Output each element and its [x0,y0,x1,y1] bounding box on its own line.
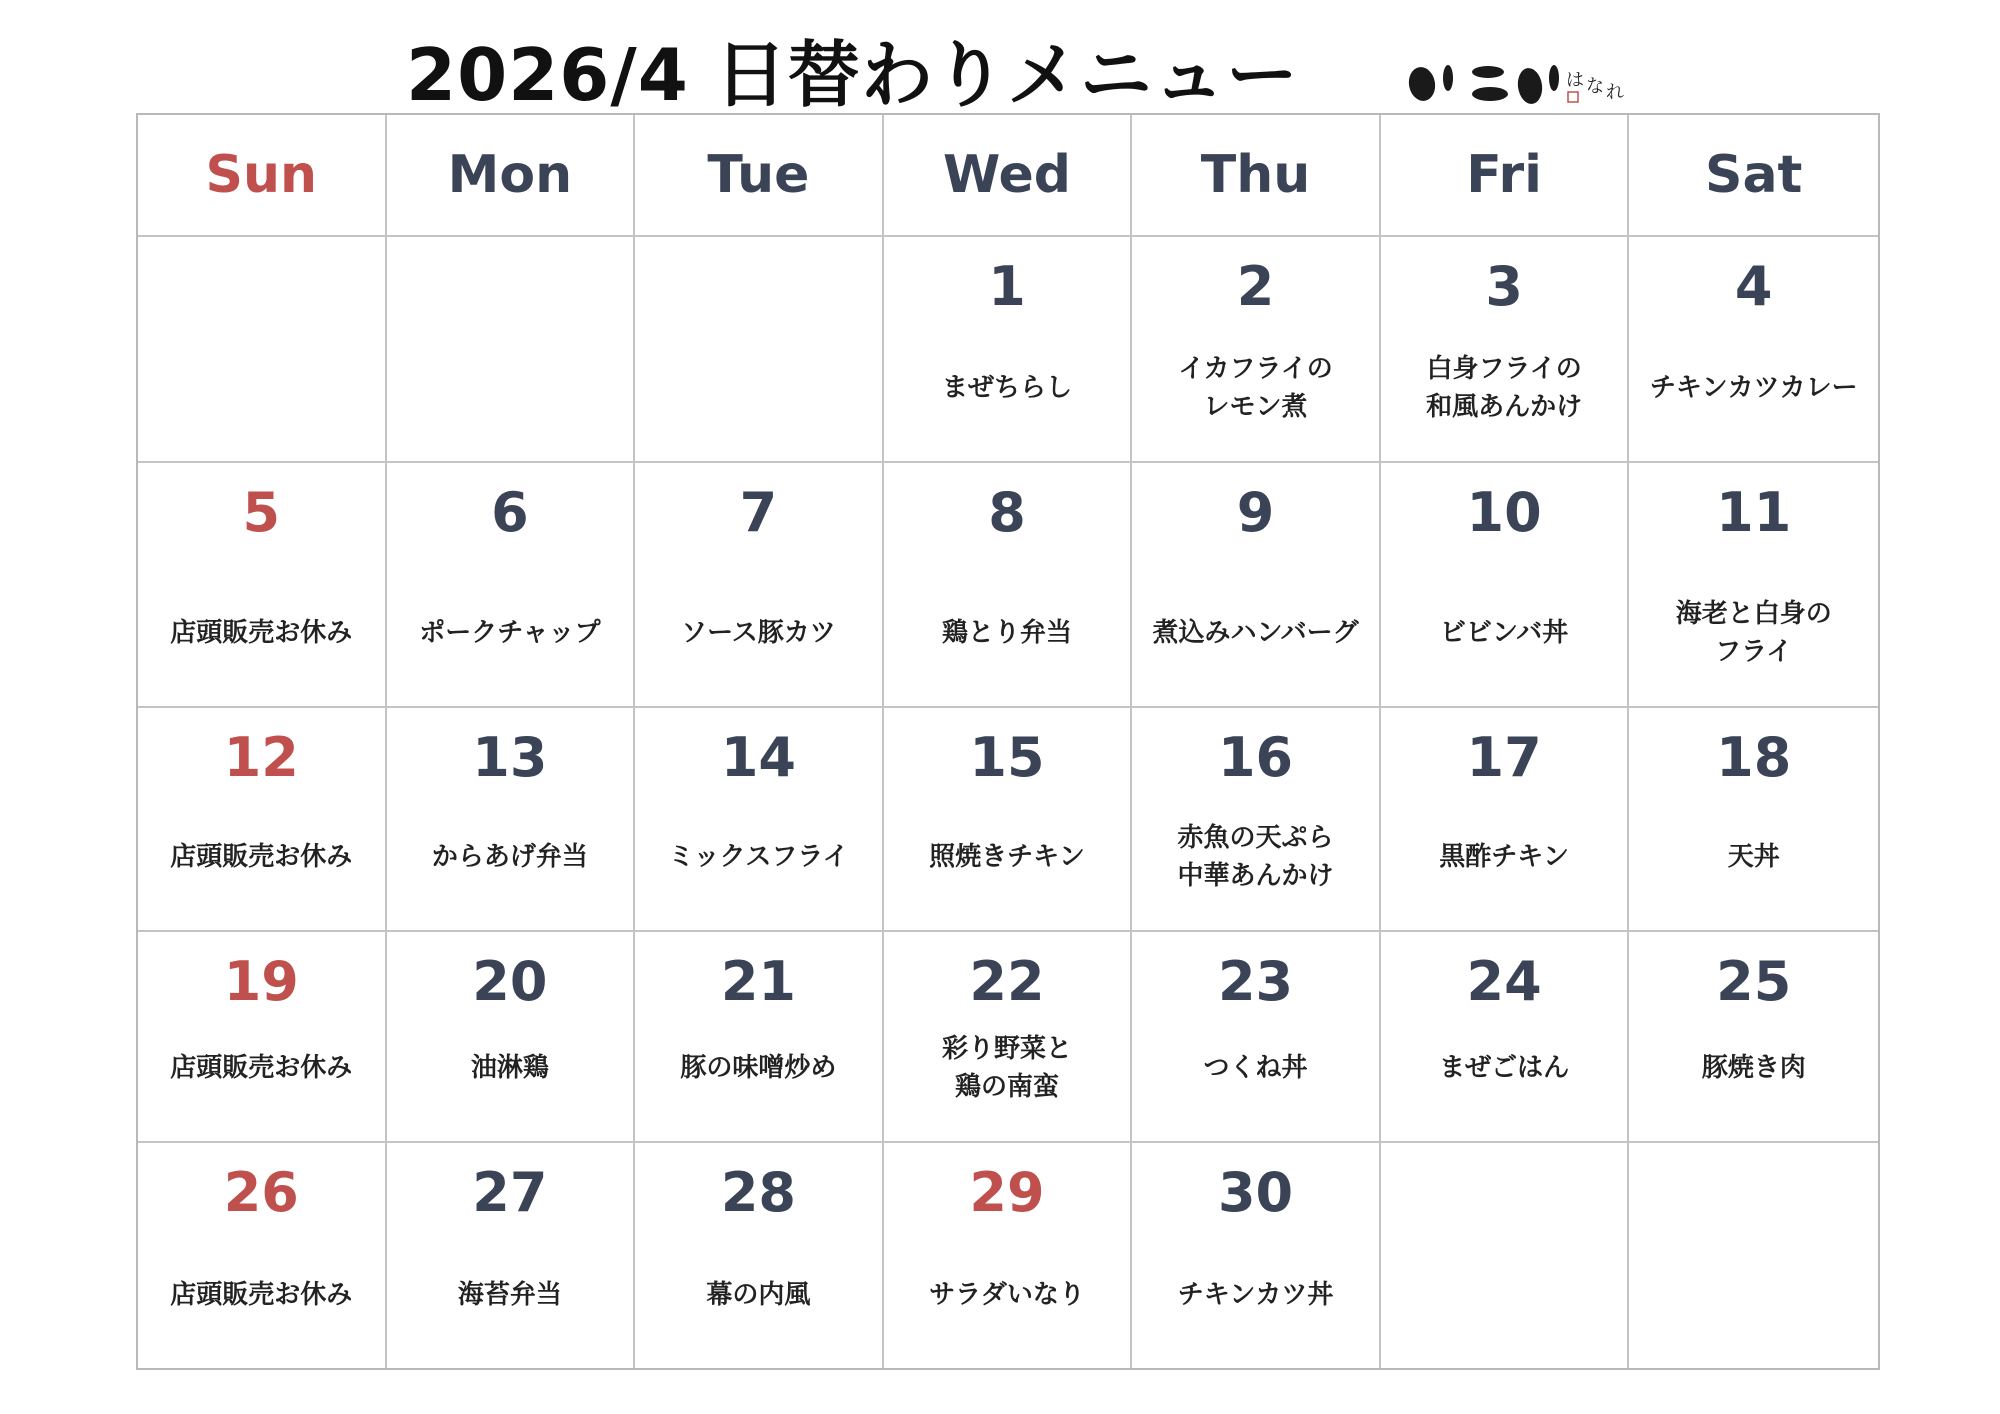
day-number: 30 [1217,1161,1294,1224]
menu-item: 黒酢チキン [1439,842,1569,872]
day-cell-18 [1629,708,1878,932]
menu-item: 海苔弁当 [457,1280,562,1310]
day-number: 2 [1236,255,1275,318]
day-cell-12 [138,708,387,932]
day-number: 24 [1466,950,1542,1013]
day-cell-24 [1381,932,1630,1143]
calendar-grid [136,113,1880,1370]
menu-item: 店頭販売お休み [170,1053,353,1083]
day-cell-23 [1132,932,1381,1143]
day-cell-20 [387,932,636,1143]
menu-item: 海老と白身の フライ [1675,599,1832,667]
empty-day-cell [635,237,884,463]
day-number: 28 [720,1161,796,1224]
empty-day-cell [387,237,636,463]
menu-item: 彩り野菜と 鶏の南蛮 [941,1034,1072,1102]
day-number: 10 [1466,481,1542,544]
weekday-header-tue: Tue [635,115,884,237]
day-number: 25 [1716,950,1792,1013]
day-cell-1 [884,237,1133,463]
menu-item: 赤魚の天ぷら 中華あんかけ [1177,823,1334,891]
day-cell-30 [1132,1143,1381,1368]
menu-item: 鶏とり弁当 [941,618,1072,648]
weekday-header-sun: Sun [138,115,387,237]
day-number: 21 [720,950,796,1013]
weekday-header-mon: Mon [387,115,636,237]
menu-item: チキンカツカレー [1649,373,1858,403]
empty-day-cell [138,237,387,463]
day-cell-13 [387,708,636,932]
day-cell-14 [635,708,884,932]
day-cell-9 [1132,463,1381,708]
day-cell-27 [387,1143,636,1368]
day-number: 17 [1466,726,1542,789]
store-logo [1400,50,1640,110]
menu-item: つくね丼 [1203,1053,1308,1083]
day-number: 5 [242,481,281,544]
day-cell-4 [1629,237,1878,463]
day-number: 9 [1236,481,1275,544]
menu-item: まぜごはん [1439,1053,1570,1083]
menu-item: イカフライの レモン煮 [1178,354,1333,422]
day-number: 11 [1716,481,1792,544]
menu-item: ミックスフライ [668,842,849,872]
day-number: 4 [1734,255,1773,318]
day-cell-26 [138,1143,387,1368]
day-number: 27 [472,1161,548,1224]
day-cell-16 [1132,708,1381,932]
day-cell-15 [884,708,1133,932]
menu-item: ソース豚カツ [681,618,836,648]
weekday-header-sat: Sat [1629,115,1878,237]
day-number: 26 [223,1161,299,1224]
weekday-header-thu: Thu [1132,115,1381,237]
day-cell-19 [138,932,387,1143]
page-title: 2026/4 日替わりメニュー [406,33,1299,117]
menu-item: 煮込みハンバーグ [1152,618,1359,648]
day-number: 19 [223,950,299,1013]
day-cell-22 [884,932,1133,1143]
menu-item: からあげ弁当 [431,842,588,872]
menu-item: 豚の味噌炒め [680,1053,837,1083]
weekday-header-wed: Wed [884,115,1133,237]
day-cell-6 [387,463,636,708]
day-cell-3 [1381,237,1630,463]
menu-item: 店頭販売お休み [170,842,353,872]
day-number: 20 [472,950,548,1013]
day-number: 1 [988,255,1026,318]
day-number: 12 [223,726,299,789]
day-cell-28 [635,1143,884,1368]
day-number: 16 [1217,726,1294,789]
day-number: 13 [472,726,548,789]
day-number: 22 [969,950,1045,1013]
weekday-header-fri: Fri [1381,115,1630,237]
day-number: 18 [1716,726,1792,789]
menu-item: 照焼きチキン [929,842,1085,872]
day-number: 29 [969,1161,1045,1224]
day-cell-21 [635,932,884,1143]
menu-item: 白身フライの 和風あんかけ [1426,354,1583,422]
menu-item: 天丼 [1727,842,1780,872]
day-cell-29 [884,1143,1133,1368]
day-number: 3 [1485,255,1523,318]
day-cell-2 [1132,237,1381,463]
menu-item: 店頭販売お休み [170,618,353,648]
menu-item: 店頭販売お休み [170,1280,353,1310]
day-number: 8 [988,481,1026,544]
day-cell-25 [1629,932,1878,1143]
svg-text:な: な [1586,76,1604,97]
menu-item: 豚焼き肉 [1701,1053,1806,1083]
empty-day-cell [1381,1143,1630,1368]
menu-item: 幕の内風 [706,1280,811,1310]
day-number: 23 [1217,950,1294,1013]
day-cell-10 [1381,463,1630,708]
day-number: 15 [969,726,1045,789]
svg-text:は: は [1566,70,1584,91]
empty-day-cell [1629,1143,1878,1368]
day-cell-8 [884,463,1133,708]
menu-item: まぜちらし [941,373,1072,403]
menu-item: ポークチャップ [419,618,601,648]
day-cell-5 [138,463,387,708]
day-cell-17 [1381,708,1630,932]
day-number: 7 [739,481,778,544]
day-cell-7 [635,463,884,708]
svg-text:れ: れ [1606,82,1624,103]
menu-item: ビビンバ丼 [1440,618,1569,648]
menu-item: チキンカツ丼 [1177,1280,1334,1310]
day-cell-11 [1629,463,1878,708]
menu-item: 油淋鶏 [470,1053,549,1083]
menu-item: サラダいなり [929,1280,1085,1310]
day-number: 14 [720,726,796,789]
day-number: 6 [491,481,529,544]
